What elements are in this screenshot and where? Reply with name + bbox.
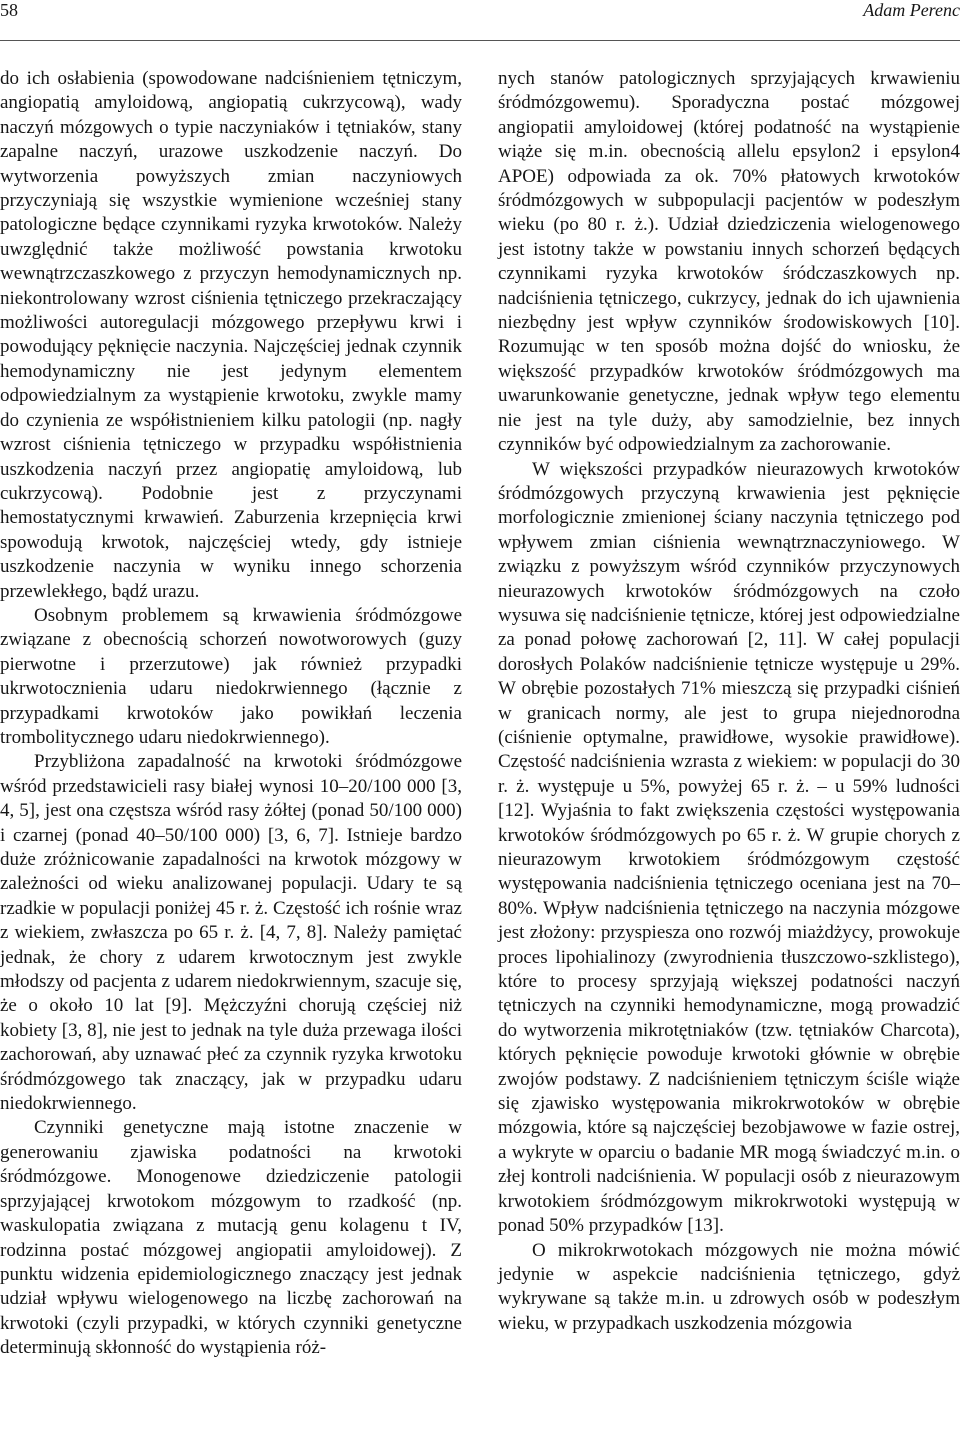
paragraph: O mikrokrwotokach mózgowych nie można mówić jedynie w aspekcie nadciśnienia tętniczego, gdyż wykrywane są także m.in. u zdrowych osób w podeszłym wieku, w przypadkach uszkodzenia mózgowia: [498, 1239, 960, 1334]
paragraph: nych stanów patologicznych sprzyjających krwawieniu śródmózgowemu). Sporadyczna postać mózgowej angiopatii amyloidowej (której podatność na wystąpienie wiąże się m.in. obecnością allelu epsylon2 i epsylon4 APOE) odpowiada za ok. 70% płatowych krwotoków śródmózgowych w subpopulacji pacjentów w podeszłym wieku (po 80 r. ż.). Udział dziedziczenia wielogenowego jest istotny także w powstaniu innych schorzeń będących czynnikami ryzyka krwotoków śródczaszkowych np. nadciśnienia tętniczego, cukrzycy, jednak do ich ujawnienia niezbędny jest wpływ czynników środowiskowych [10]. Rozumując w ten sposób można dojść do wniosku, że większość przypadków krwotoków śródmózgowych ma uwarunkowanie genetyczne, jednak wpływ tego elementu nie jest na tyle duży, aby samodzielnie, bez innych czynników być odpowiedzialnym za zachorowanie.: [498, 68, 960, 456]
paragraph: Czynniki genetyczne mają istotne znaczenie w generowaniu zjawiska podatności na krwotoki śródmózgowe. Monogenowe dziedziczenie patologii sprzyjającej krwotokom mózgowym to rzadkość (np. waskulopatia związana z mutacją genu kolagenu t IV, rodzinna postać mózgowej angiopatii amyloidowej). Z punktu widzenia epidemiologicznego znaczący jest jednak udział wpływu wielogenowego na liczbę zachorowań na krwotoki (czyli przypadki, w których czynniki genetyczne determinują skłonność do wystąpienia róż-: [0, 1117, 462, 1359]
header-rule: [0, 40, 960, 41]
paragraph: Osobnym problemem są krwawienia śródmózgowe związane z obecnością schorzeń nowotworowych (guzy pierwotne i przerzutowe) jak również przypadki ukrwotocznienia udaru niedokrwiennego (łącznie z przypadkami krwotoków jako powikłań leczenia trombolitycznego udaru niedokrwiennego).: [0, 604, 462, 748]
page-number: 58: [0, 0, 18, 20]
paragraph: Przybliżona zapadalność na krwotoki śródmózgowe wśród przedstawicieli rasy białej wynosi 10–20/100 000 [3, 4, 5], jest ona częstsza wśród rasy żółtej (ponad 50/100 000) i czarnej (ponad 40–50/100 000) [3, 6, 7]. Istnieje bardzo duże zróżnicowanie zapadalności na krwotok mózgowy w zależności od wieku analizowanej populacji. Udary te są rzadkie w populacji poniżej 45 r. ż. Częstość ich rośnie wraz z wiekiem, zwłaszcza po 65 r. ż. [4, 7, 8]. Należy pamiętać jednak, że chory z udarem krwotocznym jest zwykle młodszy od pacjenta z udarem niedokrwiennym, szacuje się, że o około 10 lat [9]. Mężczyźni chorują częściej niż kobiety [3, 8], nie jest to jednak na tyle duża przewaga ilości zachorowań, aby uznawać płeć za czynnik ryzyka krwotoku śródmózgowego tak znaczący, jak w przypadku udaru niedokrwiennego.: [0, 751, 462, 1115]
running-head-author: Adam Perenc: [863, 0, 960, 20]
right-column: [498, 67, 960, 1336]
paragraph: do ich osłabienia (spowodowane nadciśnieniem tętniczym, angiopatią amyloidową, angiopatią cukrzycową), wady naczyń mózgowych o typie naczyniaków i tętniaków, stany zapalne naczyń, urazowe uszkodzenie naczyń. Do wytworzenia powyższych zmian naczyniowych przyczyniają się wszystkie wymienione wcześniej stany patologiczne będące czynnikami ryzyka krwotoków. Należy uwzględnić także możliwość powstania krwotoku wewnątrzczaszkowego z przyczyn hemodynamicznych np. niekontrolowany wzrost ciśnienia tętniczego przekraczający możliwości autoregulacji mózgowego przepływu krwi i powodujący pęknięcie naczynia. Najczęściej jednak czynnik hemodynamiczny nie jest jedynym elementem odpowiedzialnym za wystąpienie krwotoku, zwykle mamy do czynienia ze współistnieniem kilku patologii (np. nagły wzrost ciśnienia tętniczego w przypadku współistnienia uszkodzenia naczyń przez angiopatię amyloidową, lub cukrzycową). Podobnie jest z przyczynami hemostatycznymi krwawień. Zaburzenia krzepnięcia krwi spowodują krwotok, najczęściej wtedy, gdy istnieje uszkodzenie naczynia w wyniku innego schorzenia przewlekłego, bądź urazu.: [0, 68, 462, 602]
left-column: [0, 67, 462, 1361]
paragraph: W większości przypadków nieurazowych krwotoków śródmózgowych przyczyną krwawienia jest pęknięcie morfologicznie zmienionej ściany naczynia tętniczego pod wpływem zmian ciśnienia wewnątrznaczyniowego. W związku z powyższym wśród czynników przyczynowych nieurazowych krwotoków śródmózgowych na czoło wysuwa się nadciśnienie tętnicze, której jest odpowiedzialne za ponad połowę zachorowań [2, 11]. W całej populacji dorosłych Polaków nadciśnienie tętnicze występuje u 29%. W obrębie pozostałych 71% mieszczą się przypadki ciśnień w granicach normy, ale jest to grupa niejednorodna (ciśnienie optymalne, prawidłowe, wysokie prawidłowe). Częstość nadciśnienia wzrasta z wiekiem: w populacji do 30 r. ż. występuje u 5%, powyżej 65 r. ż. – u 59% ludności [12]. Wyjaśnia to fakt zwiększenia częstości występowania krwotoków śródmózgowych po 65 r. ż. W grupie chorych z nieurazowym krwotokiem śródmózgowym częstość występowania nadciśnienia tętniczego oceniana jest na 70–80%. Wpływ nadciśnienia tętniczego na naczynia mózgowe jest złożony: przyspiesza ono rozwój miażdżycy, prowokuje proces lipohialinozy (zwyrodnienia tłuszczowo-szklistego), które to procesy sprzyjają większej podatności naczyń tętniczych na czynniki hemodynamiczne, mogą prowadzić do wytworzenia mikrotętniaków (tzw. tętniaków Charcota), których pęknięcie powoduje krwotoki głównie w obrębie zwojów podstawy. Z nadciśnieniem tętniczym ściśle wiąże się zjawisko występowania mikrokrwotoków w obrębie mózgowia, które są najczęściej bezobjawowe w fazie ostrej, a wykryte w oparciu o badanie MR mogą świadczyć m.in. o złej kontroli nadciśnienia. W populacji osób z nieurazowym krwotokiem śródmózgowym mikrokrwotoki występują w ponad 50% przypadków [13].: [498, 458, 960, 1237]
